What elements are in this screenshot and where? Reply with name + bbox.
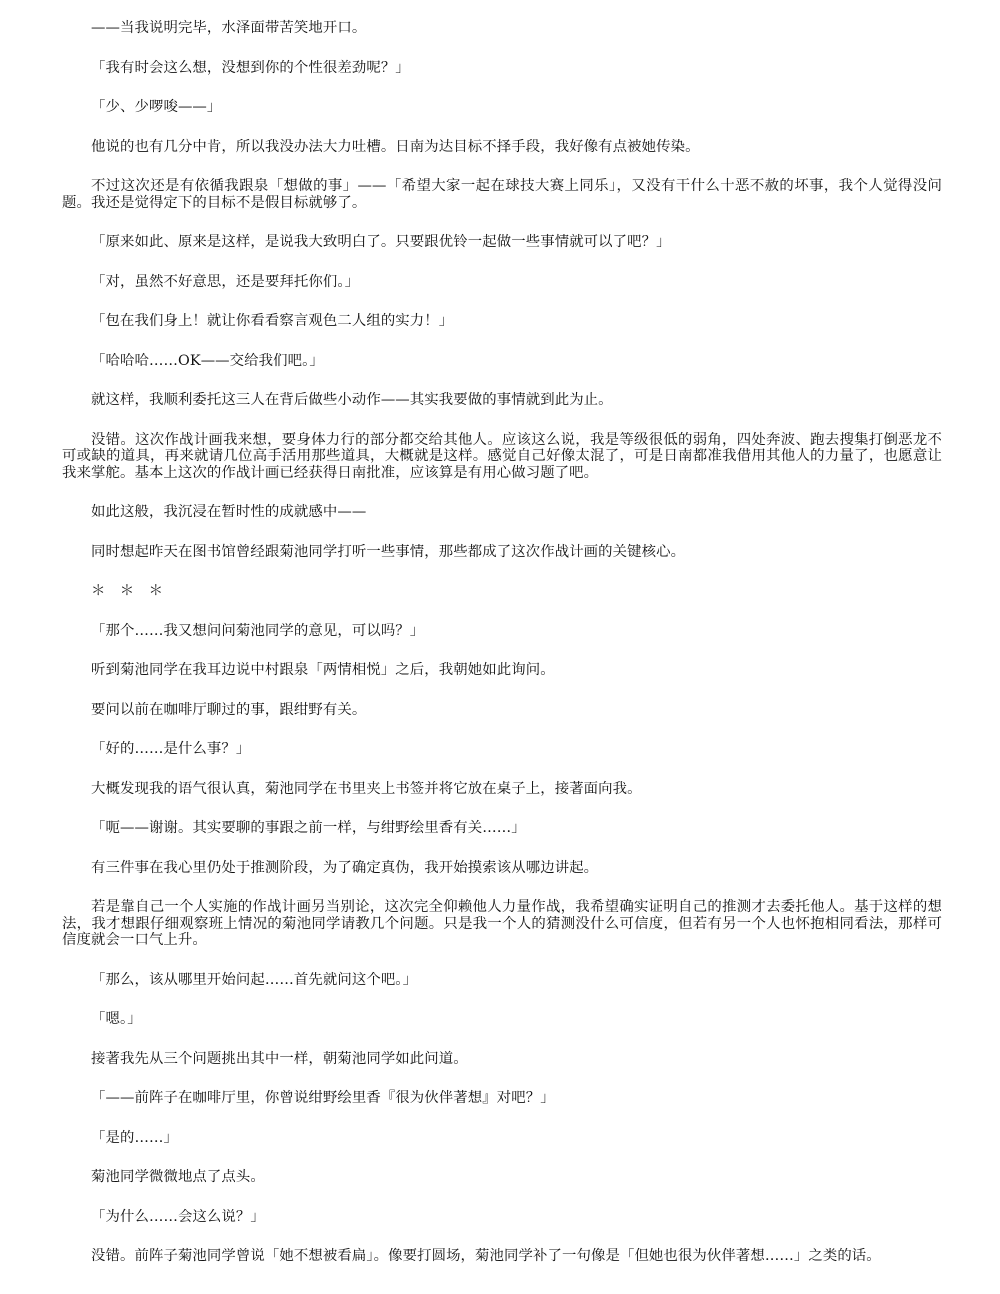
paragraph: 没错。这次作战计画我来想，要身体力行的部分都交给其他人。应该这么说，我是等级很低的弱角，四处奔波、跑去搜集打倒恶龙不可或缺的道具，再来就请几位高手活用那些道具，大概就是这样。感觉自己好像太混了，可是日南都准我借用其他人的力量了，也愿意让我来掌舵。基本上这次的作战计画已经获得日南批准，应该算是有用心做习题了吧。 (62, 431, 942, 481)
paragraph: 「我有时会这么想，没想到你的个性很差劲呢？」 (91, 59, 410, 76)
paragraph: 要问以前在咖啡厅聊过的事，跟绀野有关。 (91, 701, 367, 718)
paragraph: 「少、少啰唆——」 (91, 99, 222, 115)
paragraph: 「好的……是什么事？」 (91, 741, 251, 757)
paragraph: ——当我说明完毕，水泽面带苦笑地开口。 (91, 20, 367, 36)
paragraph: 同时想起昨天在图书馆曾经跟菊池同学打听一些事情，那些都成了这次作战计画的关键核心。 (91, 543, 686, 560)
paragraph: 有三件事在我心里仍处于推测阶段，为了确定真伪，我开始摸索该从哪边讲起。 (91, 859, 599, 876)
paragraph: 如此这般，我沉浸在暂时性的成就感中—— (91, 504, 367, 520)
paragraph: 「哈哈哈……OK——交给我们吧。」 (91, 352, 324, 369)
paragraph: 他说的也有几分中肯，所以我没办法大力吐槽。日南为达目标不择手段，我好像有点被她传染。 (91, 138, 700, 155)
paragraph: 「为什么……会这么说？」 (91, 1208, 265, 1225)
paragraph: 「嗯。」 (91, 1011, 142, 1027)
paragraph: 「那么，该从哪里开始问起……首先就问这个吧。」 (91, 971, 418, 988)
scene-separator: ＊ ＊ ＊ (91, 583, 163, 599)
paragraph: 大概发现我的语气很认真，菊池同学在书里夹上书签并将它放在桌子上，接著面向我。 (91, 780, 642, 797)
paragraph: 「是的……」 (91, 1129, 178, 1146)
paragraph: 若是靠自己一个人实施的作战计画另当别论，这次完全仰赖他人力量作战，我希望确实证明自己的推测才去委托他人。基于这样的想法，我才想跟仔细观察班上情况的菊池同学请教几个问题。只是我一个人的猜测没什么可信度，但若有另一个人也怀抱相同看法，那样可信度就会一口气上升。 (62, 899, 942, 948)
paragraph: 菊池同学微微地点了点头。 (91, 1169, 265, 1185)
paragraph: 接著我先从三个问题挑出其中一样，朝菊池同学如此问道。 (91, 1050, 468, 1067)
paragraph: 「包在我们身上！就让你看看察言观色二人组的实力！」 (91, 313, 454, 329)
paragraph: 不过这次还是有依循我跟泉「想做的事」——「希望大家一起在球技大赛上同乐」，又没有干什么十恶不赦的坏事，我个人觉得没问题。我还是觉得定下的目标不是假目标就够了。 (62, 178, 942, 211)
paragraph: 没错。前阵子菊池同学曾说「她不想被看扁」。像要打圆场，菊池同学补了一句像是「但她也很为伙伴著想……」之类的话。 (91, 1248, 881, 1264)
paragraph: 就这样，我顺利委托这三人在背后做些小动作——其实我要做的事情就到此为止。 (91, 392, 613, 408)
paragraph: 「呃——谢谢。其实要聊的事跟之前一样，与绀野绘里香有关……」 (91, 820, 526, 836)
paragraph: 「那个……我又想问问菊池同学的意见，可以吗？」 (91, 622, 425, 639)
paragraph: 「原来如此、原来是这样，是说我大致明白了。只要跟优铃一起做一些事情就可以了吧？」 (91, 234, 671, 250)
paragraph: 「对，虽然不好意思，还是要拜托你们。」 (91, 273, 360, 290)
paragraph: 听到菊池同学在我耳边说中村跟泉「两情相悦」之后，我朝她如此询问。 (91, 662, 555, 678)
paragraph: 「——前阵子在咖啡厅里，你曾说绀野绘里香『很为伙伴著想』对吧？」 (91, 1090, 555, 1106)
document-page (62, 20, 942, 1288)
